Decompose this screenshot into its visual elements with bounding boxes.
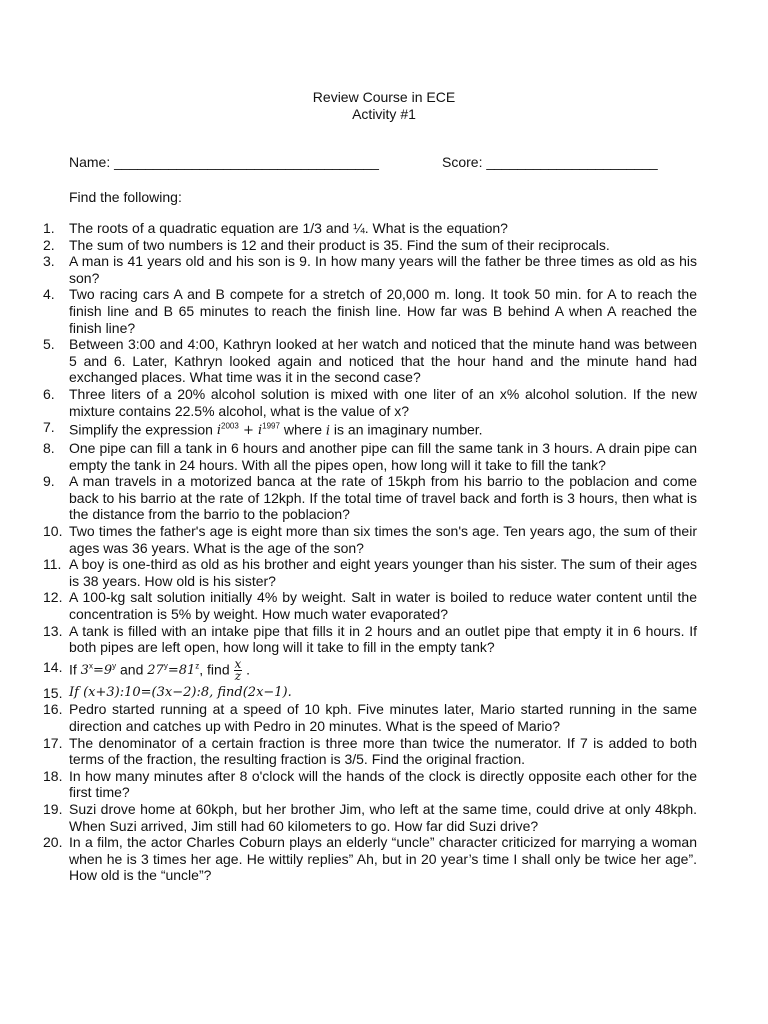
question-18: [0, 768, 697, 801]
question-number: 7.: [43, 419, 55, 436]
question-13: [0, 623, 697, 656]
q14-fraction: [234, 656, 243, 683]
q14-exp-x: x: [88, 661, 93, 671]
question-15: [0, 685, 697, 702]
question-number: 3.: [43, 253, 55, 270]
q7-i-1: i: [216, 423, 222, 439]
question-text: The sum of two numbers is 12 and their product is 35. Find the sum of their reciprocals.: [69, 236, 610, 253]
question-5: [0, 336, 697, 386]
header-fields: [69, 153, 658, 171]
question-number: 13.: [43, 622, 63, 639]
question-11: [0, 556, 697, 589]
activity-title: Activity #1: [352, 106, 416, 122]
q14-exp-z: z: [195, 661, 200, 671]
q14-base-2: 27: [147, 663, 164, 679]
q14-equation-2: [147, 663, 199, 678]
question-number: 11.: [43, 556, 62, 573]
question-1: [0, 220, 697, 237]
q14-find: , find: [199, 661, 234, 678]
question-text: In a film, the actor Charles Coburn plays an elderly “uncle” character criticized for marrying a woman when he is 3 times her age. He wittily replies” Ah, but in 20 year’s time I shall only be twice her age”. How old is the “uncle”?: [69, 834, 697, 884]
q7-exp-2: 1997: [262, 422, 280, 432]
question-2: [0, 237, 697, 254]
question-text: Two racing cars A and B compete for a stretch of 20,000 m. long. It took 50 min. for A to reach the finish line and B 65 minutes to reach the finish line. How far was B behind A when A reached the finish line?: [69, 286, 697, 336]
q7-math-expression: [217, 423, 280, 438]
question-8: [0, 440, 697, 473]
q7-plus: +: [238, 423, 258, 439]
question-text: Suzi drove home at 60kph, but her brother Jim, who left at the same time, could drive at only 48kph. When Suzi arrived, Jim still had 60 kilometers to go. How far did Suzi drive?: [69, 801, 697, 834]
question-20: [0, 834, 697, 884]
question-number: 8.: [43, 440, 55, 457]
question-list: [0, 220, 768, 884]
name-field: Name: __________________________________: [69, 154, 379, 170]
question-text: Between 3:00 and 4:00, Kathryn looked at her watch and noticed that the minute hand was between 5 and 6. Later, Kathryn looked again and noticed that the hour hand and the minute hand had exchanged places. What time was it in the second case?: [69, 336, 697, 386]
q7-i-3: i: [325, 423, 331, 439]
question-text: Two times the father's age is eight more than six times the son's age. Ten years ago, the sum of their ages was 36 years. What is the age of the son?: [69, 523, 697, 556]
question-text: A boy is one-third as old as his brother and eight years younger than his sister. The sum of their ages is 38 years. How old is his sister?: [69, 556, 697, 589]
course-title: Review Course in ECE: [312, 89, 456, 105]
q7-i-2: i: [257, 423, 263, 439]
q14-and: and: [116, 661, 148, 678]
question-number: 4.: [43, 286, 55, 303]
question-number: 6.: [43, 385, 55, 402]
question-16: [0, 701, 697, 734]
question-number: 17.: [43, 734, 63, 751]
question-4: [0, 286, 697, 336]
q7-suffix: is an imaginary number.: [330, 421, 483, 438]
question-text: Pedro started running at a speed of 10 kph. Five minutes later, Mario started running in the same direction and catches up with Pedro in 20 minutes. What is the speed of Mario?: [69, 701, 697, 735]
question-number: 2.: [43, 236, 55, 253]
q14-denominator: z: [234, 668, 242, 683]
question-text: A man travels in a motorized banca at the rate of 15kph from his barrio to the poblacion and come back to his barrio at the rate of 12kph. If the total time of travel back and forth is 3 hours, then what is the distance from the barrio to the poblacion?: [69, 473, 697, 523]
question-7: [0, 419, 697, 440]
q14-numerator: x: [234, 656, 242, 671]
question-text: One pipe can fill a tank in 6 hours and another pipe can fill the same tank in 3 hours. A drain pipe can empty the tank in 24 hours. With all the pipes open, how long will it take to fill the tank?: [69, 440, 697, 473]
question-text: Three liters of a 20% alcohol solution is mixed with one liter of an x% alcohol solution. If the new mixture contains 22.5% alcohol, what is the value of x?: [69, 385, 697, 419]
question-number: 14.: [43, 658, 63, 675]
question-text: The denominator of a certain fraction is three more than twice the numerator. If 7 is added to both terms of the fraction, the resulting fraction is 3/5. Find the original fraction.: [69, 734, 697, 768]
q14-exp-y2: y: [163, 661, 168, 671]
question-number: 10.: [43, 523, 63, 540]
question-14: [0, 656, 697, 683]
instruction-text: Find the following:: [69, 189, 182, 205]
question-19: [0, 801, 697, 834]
q14-prefix: If: [69, 661, 81, 678]
question-number: 19.: [43, 801, 63, 818]
q14-equation-1: [81, 663, 116, 678]
question-number: 9.: [43, 473, 55, 490]
q14-eq-1: =9: [92, 663, 113, 679]
question-text: In how many minutes after 8 o'clock will the hands of the clock is directly opposite each other for the first time?: [69, 767, 697, 801]
question-6: [0, 386, 697, 419]
question-text: [69, 419, 697, 440]
score-field: Score: ______________________: [442, 154, 658, 170]
question-number: 15.: [43, 684, 63, 701]
q7-prefix: Simplify the expression: [69, 421, 217, 438]
q14-eq-2: =81: [167, 663, 196, 679]
q7-exp-1: 2003: [221, 422, 239, 432]
question-number: 5.: [43, 336, 55, 353]
question-number: 1.: [43, 220, 55, 236]
question-17: [0, 735, 697, 768]
question-text: If (x+3):10=(3x−2):8, find(2x−1).: [69, 684, 292, 700]
q14-base-1: 3: [80, 663, 89, 679]
question-12: [0, 589, 697, 622]
q14-end: .: [242, 661, 251, 678]
question-text: The roots of a quadratic equation are 1/3 and ¼. What is the equation?: [69, 220, 508, 236]
question-text: A man is 41 years old and his son is 9. In how many years will the father be three times as old as his son?: [69, 253, 697, 286]
question-number: 12.: [43, 589, 63, 606]
q14-exp-y: y: [112, 661, 117, 671]
question-9: [0, 473, 697, 523]
question-number: 20.: [43, 834, 63, 851]
question-text: A tank is filled with an intake pipe that fills it in 2 hours and an outlet pipe that empty it in 6 hours. If both pipes are left open, how long will it take to fill in the empty tank?: [69, 622, 697, 656]
question-3: [0, 253, 697, 286]
question-10: [0, 523, 697, 556]
question-text: A 100-kg salt solution initially 4% by weight. Salt in water is boiled to reduce water content until the concentration is 5% by weight. How much water evaporated?: [69, 589, 697, 622]
question-text: [69, 656, 697, 683]
question-number: 16.: [43, 701, 63, 718]
q7-middle: where: [279, 421, 326, 438]
question-number: 18.: [43, 767, 63, 784]
